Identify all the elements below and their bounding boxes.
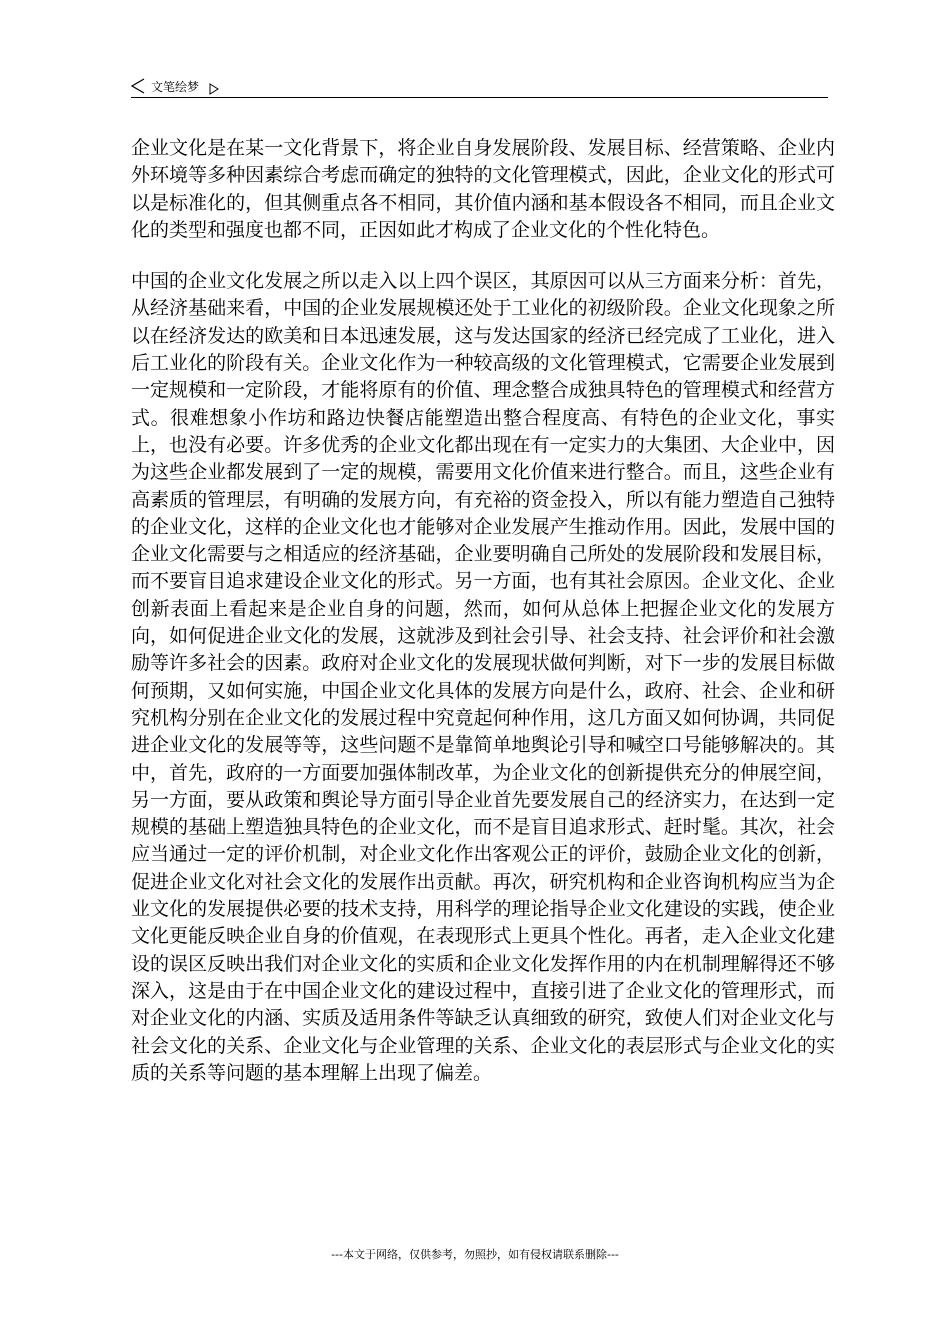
header-brand bbox=[131, 76, 219, 96]
page-header bbox=[131, 76, 828, 98]
page-footer: ---本文于网络，仅供参考，勿照抄，如有侵权请联系删除--- bbox=[331, 1248, 619, 1261]
document-body bbox=[131, 135, 835, 1087]
triangle-left-icon bbox=[131, 78, 145, 94]
triangle-right-icon bbox=[209, 80, 219, 92]
header-title: 文笔绘梦 bbox=[151, 79, 200, 94]
paragraph-1: 企业文化是在某一文化背景下，将企业自身发展阶段、发展目标、经营策略、企业内外环境等多种因素综合考虑而确定的独特的文化管理模式，因此，企业文化的形式可以是标准化的，但其侧重点各不相同，其价值内涵和基本假设各不相同，而且企业文化的类型和强度也都不同，正因如此才构成了企业文化的个性化特色。 bbox=[131, 137, 835, 241]
paragraph-2: 中国的企业文化发展之所以走入以上四个误区，其原因可以从三方面来分析：首先，从经济基础来看，中国的企业发展规模还处于工业化的初级阶段。企业文化现象之所以在经济发达的欧美和日本迅速发展，这与发达国家的经济已经完成了工业化，进入后工业化的阶段有关。企业文化作为一种较高级的文化管理模式，它需要企业发展到一定规模和一定阶段，才能将原有的价值、理念整合成独具特色的管理模式和经营方式。很难想象小作坊和路边快餐店能塑造出整合程度高、有特色的企业文化，事实上，也没有必要。许多优秀的企业文化都出现在有一定实力的大集团、大企业中，因为这些企业都发展到了一定的规模，需要用文化价值来进行整合。而且，这些企业有高素质的管理层，有明确的发展方向，有充裕的资金投入，所以有能力塑造自己独特的企业文化，这样的企业文化也才能够对企业发展产生推动作用。因此，发展中国的企业文化需要与之相适应的经济基础，企业要明确自己所处的发展阶段和发展目标，而不要盲目追求建设企业文化的形式。另一方面，也有其社会原因。企业文化、企业创新表面上看起来是企业自身的问题，然而，如何从总体上把握企业文化的发展方向，如何促进企业文化的发展，这就涉及到社会引导、社会支持、社会评价和社会激励等许多社会的因素。政府对企业文化的发展现状做何判断，对下一步的发展目标做何预期，又如何实施，中国企业文化具体的发展方向是什么，政府、社会、企业和研究机构分别在企业文化的发展过程中究竟起何种作用，这几方面又如何协调，共同促进企业文化的发展等等，这些问题不是靠简单地舆论引导和喊空口号能够解决的。其中，首先，政府的一方面要加强体制改革，为企业文化的创新提供充分的伸展空间，另一方面，要从政策和舆论导方面引导企业首先要发展自己的经济实力，在达到一定规模的基础上塑造独具特色的企业文化，而不是盲目追求形式、赶时髦。其次，社会应当通过一定的评价机制，对企业文化作出客观公正的评价，鼓励企业文化的创新，促进企业文化对社会文化的发展作出贡献。再次，研究机构和企业咨询机构应当为企业文化的发展提供必要的技术支持，用科学的理论指导企业文化建设的实践，使企业文化更能反映企业自身的价值观，在表现形式上更具个性化。再者，走入企业文化建设的误区反映出我们对企业文化的实质和企业文化发挥作用的内在机制理解得还不够深入，这是由于在中国企业文化的建设过程中，直接引进了企业文化的管理形式，而对企业文化的内涵、实质及适用条件等缺乏认真细致的研究，致使人们对企业文化与社会文化的关系、企业文化与企业管理的关系、企业文化的表层形式与企业文化的实质的关系等问题的基本理解上出现了偏差。 bbox=[131, 270, 835, 1084]
header-divider bbox=[131, 97, 828, 98]
